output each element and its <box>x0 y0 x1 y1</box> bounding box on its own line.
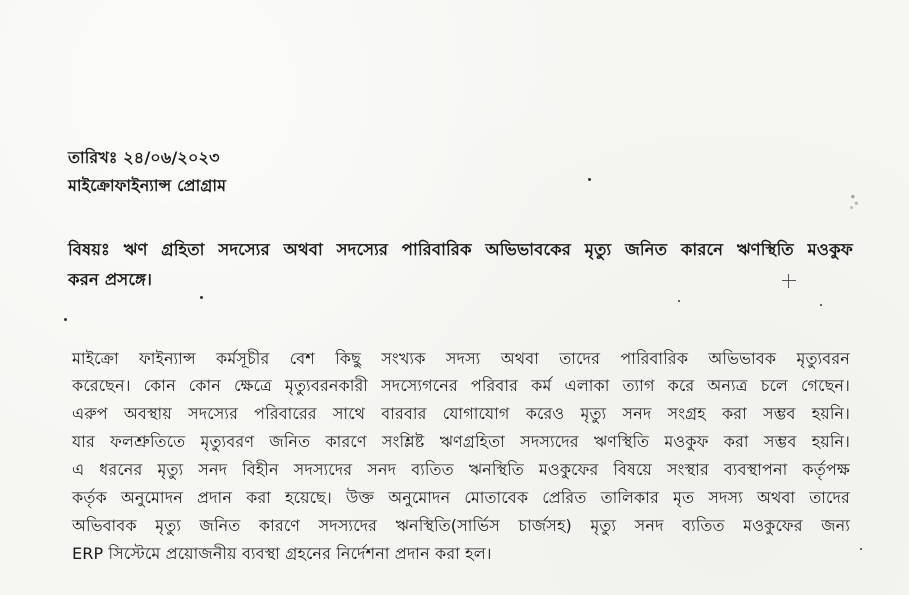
scan-smudge <box>848 190 860 212</box>
body-line-1: মাইক্রো ফাইন্যান্স কর্মসূচীর বেশ কিছু সংখ্যক সদস্য অথবা তাদের পারিবারিক অভিভাবক মৃত্যুবরন <box>72 349 850 368</box>
registration-mark <box>782 274 796 288</box>
body-line-5: এ ধরনের মৃত্যু সনদ বিহীন সদস্যদের সনদ ব্যতিত ঋনস্থিতি মওকুফের বিষয়ে সংস্থার ব্যবস্থাপনা কর্তৃপক্ষ <box>72 460 850 479</box>
program-line: মাইক্রোফাইন্যান্স প্রোগ্রাম <box>68 176 227 195</box>
scan-speck <box>820 304 822 306</box>
scan-speck <box>64 318 67 321</box>
body-line-8: ERP সিস্টেমে প্রয়োজনীয় ব্যবস্থা গ্রহনের নির্দেশনা প্রদান করা হল। <box>72 544 492 563</box>
body-line-6: কর্তৃক অনুমোদন প্রদান করা হয়েছে। উক্ত অনুমোদন মোতাবেক প্রেরিত তালিকার মৃত সদস্য অথবা তাদের <box>72 488 850 507</box>
body-line-2: করেছেন। কোন কোন ক্ষেত্রে মৃত্যুবরনকারী সদস্যেগনের পরিবার কর্ম এলাকা ত্যাগ করে অন্যত্র চলে গেছেন। <box>72 376 850 395</box>
date-line: তারিখঃ ২৪/০৬/২০২৩ <box>68 148 220 167</box>
scan-speck <box>678 300 680 302</box>
subject-line-2: করন প্রসঙ্গে। <box>68 270 153 289</box>
body-line-7: অভিবাবক মৃত্যু জনিত কারণে সদস্যদের ঋনস্থিতি(সার্ভিস চার্জসহ) মৃত্যু সনদ ব্যতিত মওকুফের জন্য <box>72 516 850 535</box>
subject-line-1: বিষয়ঃ ঋণ গ্রহিতা সদস্যের অথবা সদস্যের পারিবারিক অভিভাবকের মৃত্যু জনিত কারনে ঋণস্থিতি মওকুফ <box>68 240 853 259</box>
body-line-4: যার ফলশ্রুতিতে মৃত্যুবরণ জনিত কারণে সংশ্লিষ্ট ঋণগ্রহিতা সদস্যদের ঋণস্থিতি মওকুফ করা সম্ভব হয়নি। <box>72 432 850 451</box>
scan-speck <box>588 178 591 181</box>
body-line-3: এরুপ অবস্থায় সদস্যের পরিবারের সাথে বারবার যোগাযোগ করেও মৃত্যু সনদ সংগ্রহ করা সম্ভব হয়নি। <box>72 404 850 423</box>
scan-speck <box>860 548 862 550</box>
scan-speck <box>200 296 203 299</box>
